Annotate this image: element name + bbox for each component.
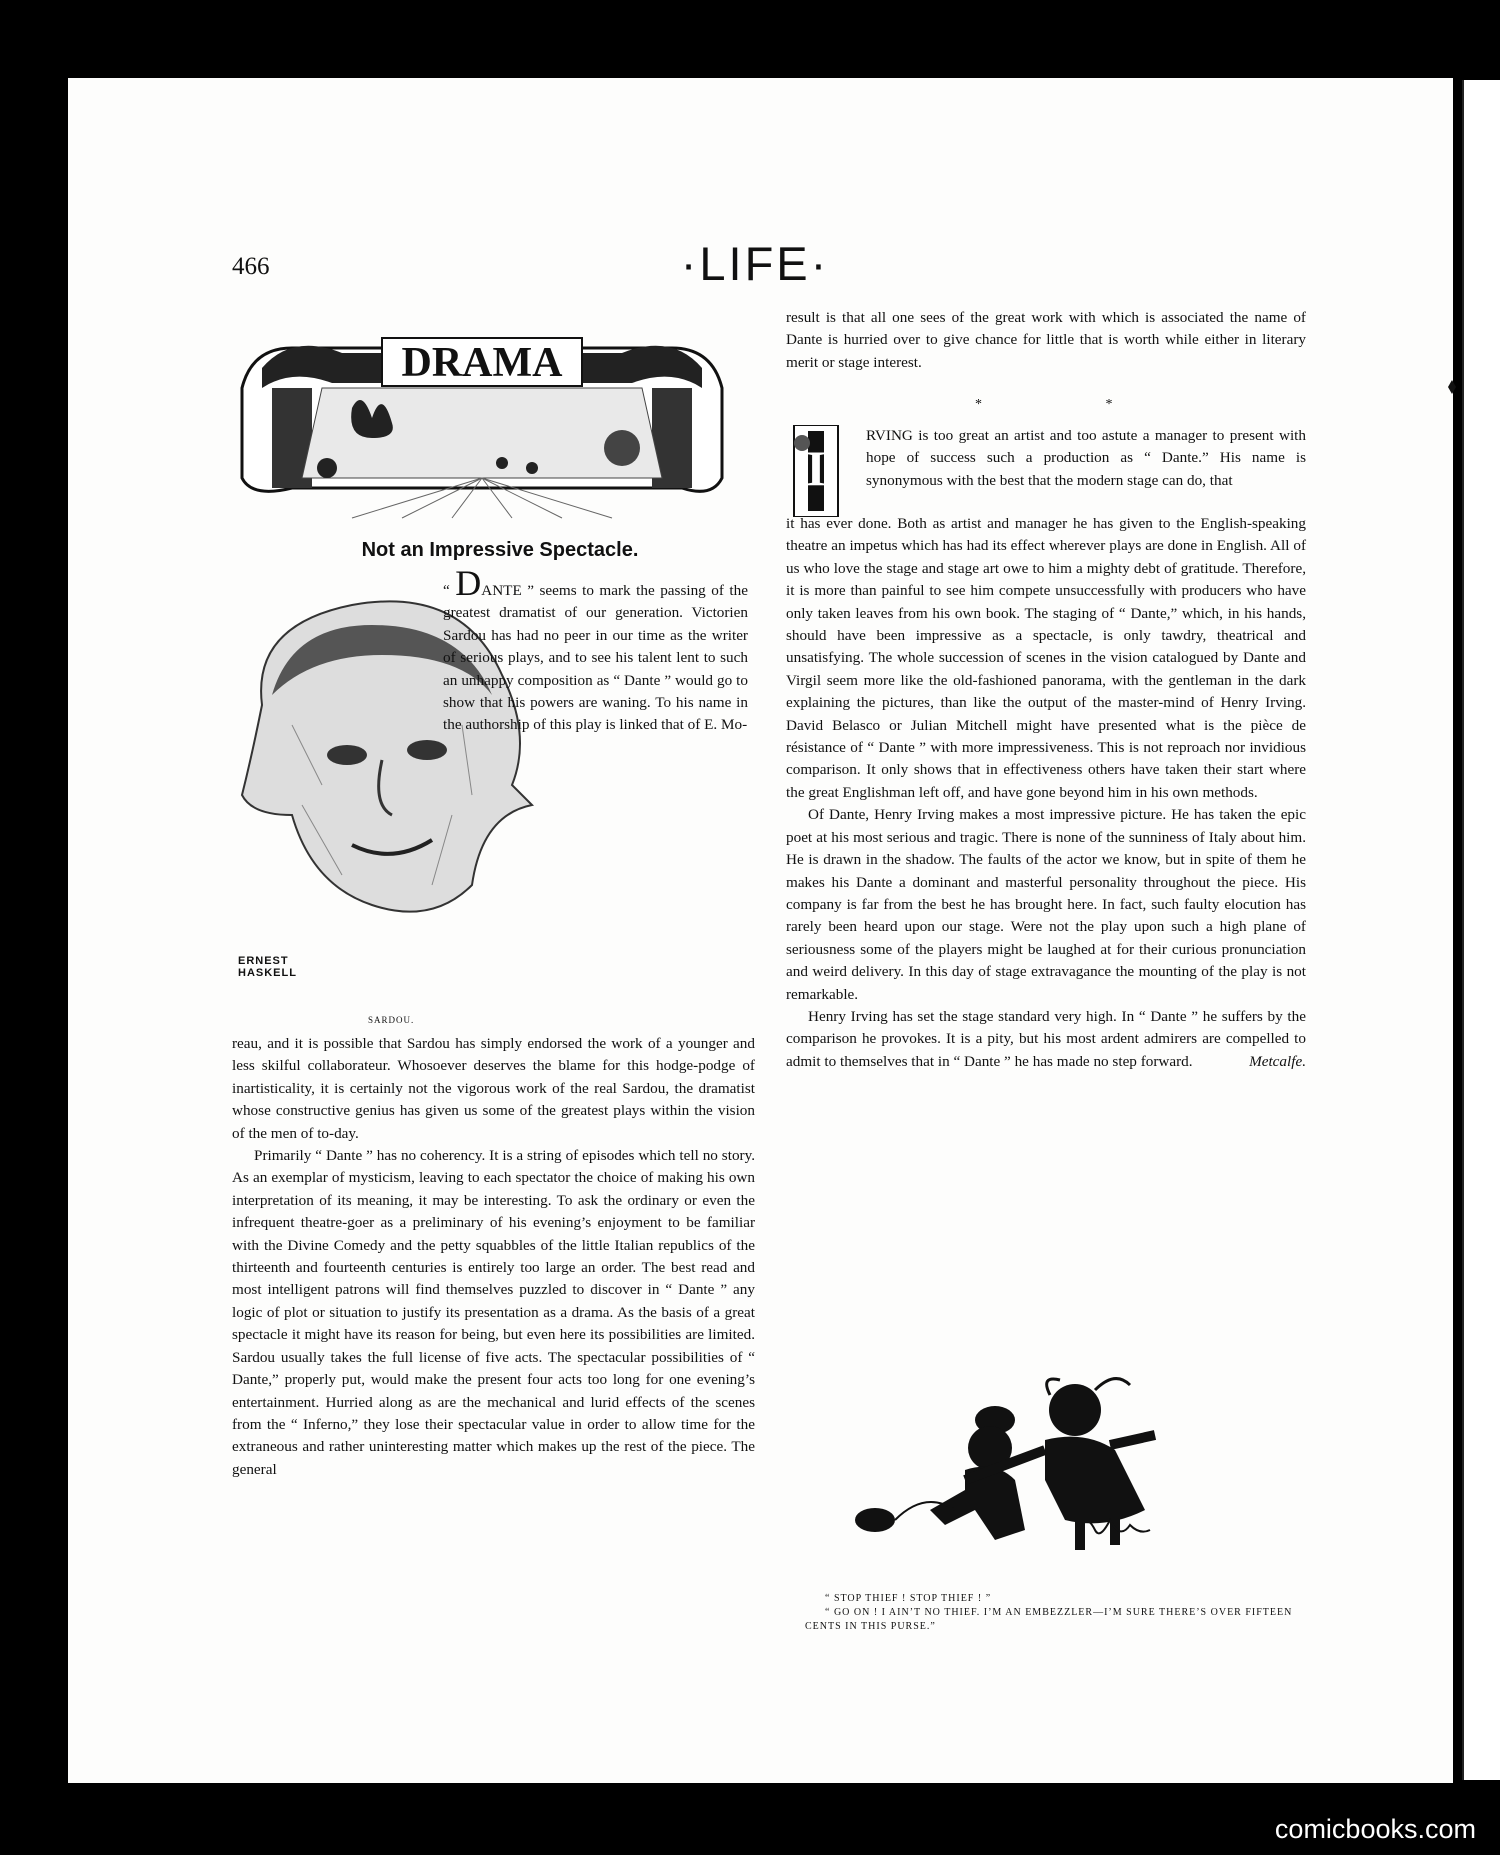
author-signature: Metcalfe. [1249, 1052, 1306, 1070]
facing-page-edge [1462, 80, 1500, 1780]
page-number: 466 [232, 253, 270, 280]
drop-cap-d: D [455, 563, 482, 603]
cartoon-caption-line-2: “ GO ON ! I AIN’T NO THIEF. I’M AN EMBEZZLER—I’M SURE THERE’S OVER FIFTEEN CENTS IN THIS PURSE.” [805, 1607, 1293, 1632]
right-paragraph-1: it has ever done. Both as artist and manager he has given to the English-speaking theatre an impetus which has had its effect wherever plays are done in English. All of us who love the stage and stage art owe to him a mighty debt of gratitude. Therefore, it is more than painful to see him compete unsuccessfully with producers who have only taken leaves from his own book. The staging of “ Dante,” which, in his hands, should have been impressive as a spectacle, is only tawdry, theatrical and unsatisfying. The whole succession of scenes in the vision catalogued by Dante and Virgil seem more like the old-fashioned panorama, with the gentleman in the dark explaining the pictures, than like the output of the master-mind of Henry Irving. David Belasco or Julian Mitchell might have presented what is the pièce de résistance of “ Dante ” with more impressiveness. This is not reproach nor invidious comparison. It only shows that in effectiveness others have taken their start where the great Englishman left off, and have gone beyond him in his own methods. [786, 515, 1306, 801]
cartoon-caption-line-1: “ STOP THIEF ! STOP THIEF ! ” [825, 1593, 992, 1604]
irving-first-lines: RVING is too great an artist and too astute a manager to present with hope of success such a production as “ Dante.” His name is synonymous with the best that the modern stage can do, that [866, 427, 1306, 489]
right-column-continuation [786, 307, 1306, 374]
left-column [232, 1033, 755, 1481]
banner-title: DRAMA [401, 340, 563, 386]
masthead: ·LIFE· [680, 237, 830, 290]
binding-mark-icon [1448, 380, 1456, 394]
drama-banner-illustration [232, 328, 732, 523]
site-watermark: comicbooks.com [1274, 1814, 1476, 1844]
opening-text: ANTE ” seems to mark the passing of the greatest dramatist of our generation. Victorien Sardou has had no peer in our time as the writer of serious plays, and to see his talent lent to such an unhappy composition as “ Dante ” would go to show that his powers are waning. To his name in the authorship of this play is linked that of E. Mo- [443, 582, 748, 734]
right-paragraph-2: Of Dante, Henry Irving makes a most impressive picture. He has taken the epic poet at his most serious and tragic. There is none of the sunniness of Italy about him. He is drawn in the shadow. The faults of the actor we know, but in spite of them he makes his Dante a dominant and masterful personality throughout the piece. His company is far from the best he has brought here. In fact, such faulty elocution has rarely been heard upon our stage. Were not the play upon such a high plane of seriousness some of the players might be laughed at for their curious pronunciation and weird delivery. In this day of stage extravagance the mounting of the play is not remarkable. [786, 806, 1306, 1003]
opening-quote: “ [443, 582, 456, 599]
left-paragraph-2: Primarily “ Dante ” has no coherency. It is a string of episodes which tell no story. As an exemplar of mysticism, leaving to each spectator the choice of making his own interpretation of its meaning, it may be interesting. To ask the ordinary or even the infrequent theatre-goer as a preliminary of his evening’s enjoyment to be familiar with the Divine Comedy and the petty squabbles of the little Italian republics of the thirteenth and fourteenth centuries is entirely too large an order. The best read and most intelligent patrons will find themselves puzzled to discover in “ Dante ” any logic of plot or situation to justify its presentation as a drama. As the basis of a great spectacle it might have its reason for being, but even here its possibilities are limited. Sardou usually takes the full license of five acts. The spectacular possibilities of “ Dante,” properly put, would make the present four acts too long for one evening’s entertainment. Hurried along as are the mechanical and lurid effects of the scenes from the “ Inferno,” they lose their spectacular value in order to allow time for the extraneous and rather uninteresting matter which makes up the rest of the piece. The general [232, 1147, 755, 1478]
drop-cap-i: I [806, 440, 826, 496]
cartoonist-signature-icon [1075, 1505, 1155, 1545]
portrait-caption: SARDOU. [368, 1015, 415, 1025]
right-paragraph-3-text: Henry Irving has set the stage standard very high. In “ Dante ” he suffers by the comparison he provokes. It is a pity, but his most ardent admirers are compelled to admit to themselves that in “ Dante ” he has made no step forward. [786, 1007, 1306, 1070]
irving-paragraph-start [786, 425, 1306, 515]
section-separator: * * [975, 397, 1173, 412]
right-paragraph-3 [786, 1006, 1306, 1073]
article-subhead: Not an Impressive Spectacle. [361, 539, 639, 561]
cartoon-caption [805, 1592, 1325, 1634]
right-paragraph-continued: result is that all one sees of the great work with which is associated the name of Dante is hurried over to give chance for little that is worth while either in literary merit or stage interest. [786, 309, 1306, 371]
left-paragraph-1: reau, and it is possible that Sardou has simply endorsed the work of a younger and less skilful collaborateur. Whosoever deserves the blame for this hodge-podge of inartisticality, it is certainly not the vigorous work of the real Sardou, the dramatist whose constructive genius has given us some of the greatest plays within the vision of the men of to-day. [232, 1035, 755, 1142]
article-opening [443, 563, 748, 737]
right-column [786, 513, 1306, 1073]
illustrator-signature: ERNEST HASKELL [238, 955, 297, 979]
